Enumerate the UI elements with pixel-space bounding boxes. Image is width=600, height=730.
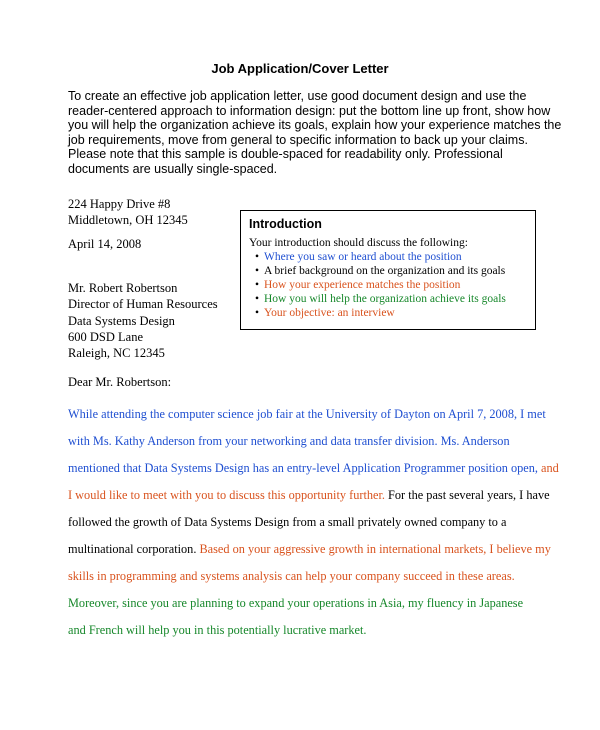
body-segment: I would like to meet with you to discuss this opportunity further. bbox=[68, 488, 385, 502]
body-segment: skills in programming and systems analysis can help your company succeed in these areas. bbox=[68, 569, 515, 583]
recipient-city: Raleigh, NC 12345 bbox=[68, 346, 165, 361]
body-segment: and French will help you in this potentially lucrative market. bbox=[68, 623, 367, 637]
intro-line: Please note that this sample is double-spaced for readability only. Professional bbox=[68, 147, 503, 162]
body-segment: and bbox=[537, 461, 559, 475]
body-segment: Moreover, since you are planning to expand your operations in Asia, my fluency in Japanese bbox=[68, 596, 524, 610]
callout-item-text: Where you saw or heard about the position bbox=[264, 251, 462, 263]
intro-line: documents are usually single-spaced. bbox=[68, 161, 278, 176]
body-segment: with Ms. Kathy Anderson from your networking and data transfer division. Ms. Anderson bbox=[68, 434, 510, 448]
bullet-icon: • bbox=[255, 307, 260, 319]
body-line bbox=[68, 590, 568, 617]
intro-line: reader-centered approach to information design: put the bottom line up front, show how bbox=[68, 103, 551, 118]
bullet-icon: • bbox=[255, 251, 260, 263]
callout-item bbox=[255, 264, 527, 278]
salutation: Dear Mr. Robertson: bbox=[68, 375, 172, 389]
callout-item bbox=[255, 292, 527, 306]
body-line bbox=[68, 563, 568, 590]
callout-item-text: A brief background on the organization and its goals bbox=[264, 265, 506, 277]
recipient-company: Data Systems Design bbox=[68, 313, 175, 328]
body-segment: Based on your aggressive growth in international markets, I believe my bbox=[196, 542, 551, 556]
bullet-icon: • bbox=[255, 279, 260, 291]
callout-list bbox=[249, 250, 527, 320]
recipient-block bbox=[68, 280, 218, 361]
recipient-street: 600 DSD Lane bbox=[68, 329, 143, 344]
body-line bbox=[68, 401, 568, 428]
callout-item-text: How you will help the organization achieve its goals bbox=[264, 293, 506, 305]
recipient-title: Director of Human Resources bbox=[68, 297, 218, 312]
callout-item-text: How your experience matches the position bbox=[264, 279, 461, 291]
callout-item-text: Your objective: an interview bbox=[264, 307, 395, 319]
body-line bbox=[68, 428, 568, 455]
introduction-callout-box bbox=[240, 210, 536, 330]
intro-line: To create an effective job application letter, use good document design and use the bbox=[68, 89, 527, 103]
body-segment: For the past several years, I have bbox=[384, 488, 550, 502]
callout-lead: Your introduction should discuss the following: bbox=[249, 237, 468, 249]
bullet-icon: • bbox=[255, 265, 260, 277]
bullet-icon: • bbox=[255, 293, 260, 305]
body-segment: mentioned that Data Systems Design has an entry-level Application Programmer position open, bbox=[68, 461, 538, 475]
body-segment: While attending the computer science job fair at the University of Dayton on April 7, 2008, I met bbox=[68, 407, 546, 421]
body-line bbox=[68, 482, 568, 509]
body-line bbox=[68, 509, 568, 536]
body-line bbox=[68, 455, 568, 482]
intro-line: job requirements, move from general to specific information to back up your claims. bbox=[68, 132, 528, 147]
body-paragraph bbox=[68, 401, 568, 644]
body-line bbox=[68, 536, 568, 563]
body-segment: followed the growth of Data Systems Design from a small privately owned company to a bbox=[68, 515, 507, 529]
callout-item bbox=[255, 278, 527, 292]
recipient-name: Mr. Robert Robertson bbox=[68, 281, 178, 295]
intro-paragraph bbox=[68, 89, 568, 177]
letter-date: April 14, 2008 bbox=[68, 237, 142, 251]
callout-heading: Introduction bbox=[249, 217, 322, 231]
body-line bbox=[68, 617, 568, 644]
callout-item bbox=[255, 306, 527, 320]
sender-city: Middletown, OH 12345 bbox=[68, 213, 188, 227]
intro-line: you will help the organization achieve its goals, explain how your experience matches the bbox=[68, 118, 562, 133]
body-segment: multinational corporation. bbox=[68, 542, 197, 556]
sender-address bbox=[68, 196, 188, 228]
document-title: Job Application/Cover Letter bbox=[211, 61, 389, 76]
callout-item bbox=[255, 250, 527, 264]
sender-street: 224 Happy Drive #8 bbox=[68, 197, 171, 211]
